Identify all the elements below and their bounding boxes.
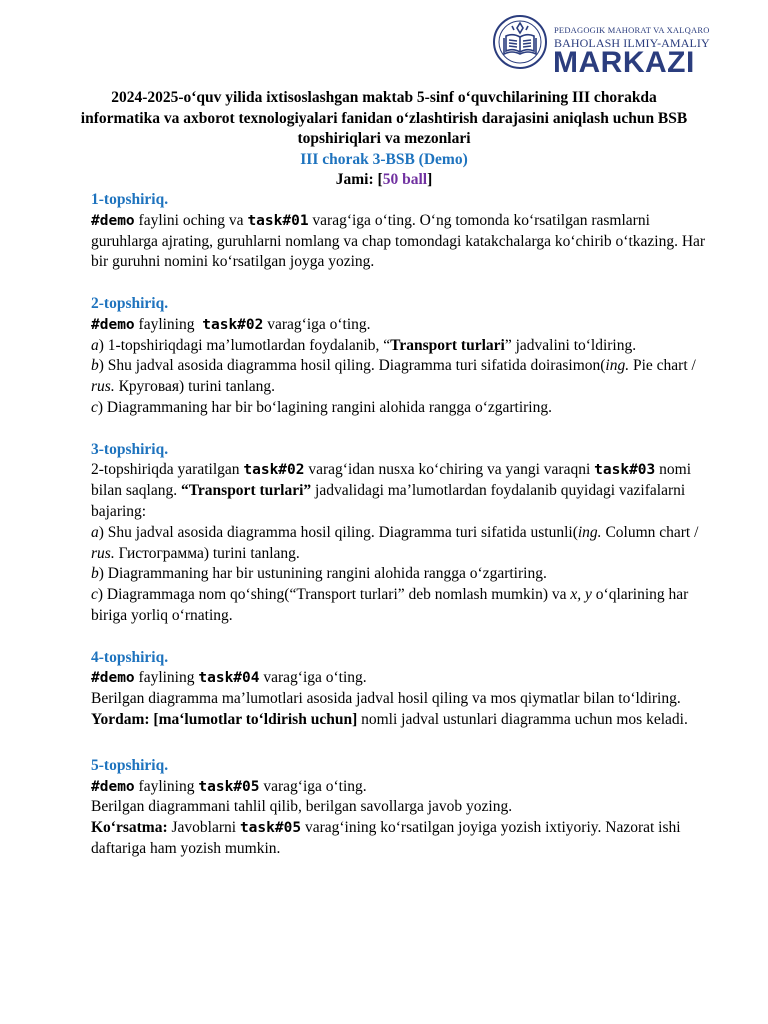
italic-text: ing. <box>577 523 602 541</box>
subtask-a <box>91 523 711 565</box>
subtask-letter: b <box>91 565 99 583</box>
bold-text: Yordam: [ma‘lumotlar to‘ldirish uchun] <box>91 710 358 728</box>
text-run: ) Diagrammaga nom qo‘shing(“Transport turlari” deb nomlash mumkin) va <box>97 586 571 604</box>
bold-text: Transport turlari <box>390 336 505 354</box>
task-text <box>91 668 711 689</box>
total-score <box>80 170 688 191</box>
text-run: o‘qlarining har biriga yorliq o‘rnating. <box>91 586 689 624</box>
text-run: varag‘idan nusxa ko‘chiring va yangi varaqni <box>304 461 595 479</box>
subtask-letter: a <box>91 336 99 354</box>
task-text <box>91 211 711 273</box>
task-heading: 2-topshiriq. <box>91 294 169 312</box>
document-subtitle: III chorak 3-BSB (Demo) <box>300 150 468 168</box>
text-run: Pie chart / <box>629 357 696 375</box>
file-name-code: #demo <box>91 778 135 795</box>
sheet-name-code: task#04 <box>198 670 260 687</box>
document-title: 2024-2025-o‘quv yilida ixtisoslashgan maktab 5-sinf o‘quvchilarining III chorakda informatika va axborot texnologiyalari fanidan o‘zlashtirish darajasini aniqlash uchun BSB topshiriqlari va mezonlari <box>80 89 688 147</box>
text-run: faylining <box>134 669 199 687</box>
organization-logo <box>492 14 716 79</box>
text-run: faylining <box>134 315 203 333</box>
subtask-b <box>91 564 711 585</box>
text-run: ” jadvalini to‘ldiring. <box>504 336 637 354</box>
sheet-name-code: task#03 <box>594 462 656 479</box>
total-score-value: 50 ball <box>382 171 428 188</box>
book-emblem-icon <box>492 14 548 70</box>
text-run: varag‘iga o‘ting. <box>263 315 371 333</box>
text-run: ) Diagrammaning har bir bo‘lagining rangini alohida rangga o‘zgartiring. <box>97 398 552 416</box>
task-instruction: Berilgan diagramma ma’lumotlari asosida jadval hosil qiling va mos qiymatlar bilan to‘ldiring. <box>91 690 681 708</box>
logo-text-line3: MARKAZI <box>553 46 695 79</box>
task-text <box>91 777 711 798</box>
text-run: varag‘iga o‘ting. <box>259 777 367 795</box>
file-name-code: #demo <box>91 316 135 333</box>
task-heading: 5-topshiriq. <box>91 756 169 774</box>
sheet-name-code: task#01 <box>247 212 309 229</box>
task-1 <box>91 190 711 273</box>
text-run: Гистограмма) turini tanlang. <box>114 544 300 562</box>
text-run: varag‘ining ko‘rsatilgan joyiga yozish ixtiyoriy. Nazorat ishi daftariga ham yozish mumkin. <box>91 819 681 857</box>
text-run: ) Shu jadval asosida diagramma hosil qiling. Diagramma turi sifatida doirasimon( <box>98 357 606 375</box>
task-list <box>91 190 711 881</box>
sheet-name-code: task#02 <box>202 316 264 333</box>
italic-text: rus. <box>91 544 115 562</box>
bold-text: “Transport turlari” <box>180 482 312 500</box>
text-run: 2-topshiriqda yaratilgan <box>91 461 244 479</box>
subtask-c <box>91 585 711 627</box>
bold-text: Ko‘rsatma: <box>91 819 168 837</box>
italic-text: ing. <box>605 357 630 375</box>
text-run: ) 1-topshiriqdagi ma’lumotlardan foydalanib, “ <box>98 336 391 354</box>
task-heading: 4-topshiriq. <box>91 648 169 666</box>
text-run: varag‘iga o‘ting. O‘ng tomonda ko‘rsatilgan rasmlarni guruhlarga ajrating, guruhlarni nomlang va chap tomondagi katakchalarga ko‘chirib o‘tkazing. Har bir guruhni nomini ko‘rsatilgan joyga yozing. <box>91 211 706 271</box>
text-run: varag‘iga o‘ting. <box>259 669 367 687</box>
subtask-letter: c <box>91 398 98 416</box>
total-bracket-open: [ <box>377 171 383 188</box>
text-run: nomli jadval ustunlari diagramma uchun mos keladi. <box>357 710 688 728</box>
total-bracket-close: ] <box>427 171 433 188</box>
total-label: Jami: <box>335 171 374 188</box>
text-run: ) Diagrammaning har bir ustunining rangini alohida rangga o‘zgartiring. <box>98 565 547 583</box>
text-run: ) Shu jadval asosida diagramma hosil qiling. Diagramma turi sifatida ustunli( <box>98 523 578 541</box>
italic-text: rus. <box>91 378 115 396</box>
text-run: nomi bilan saqlang. <box>91 461 692 500</box>
task-text <box>91 315 711 336</box>
text-run: faylining <box>134 777 199 795</box>
logo-text-line2: BAHOLASH ILMIY-AMALIY <box>554 36 710 50</box>
document-header <box>80 88 688 191</box>
task-heading: 1-topshiriq. <box>91 191 169 208</box>
file-name-code: #demo <box>91 212 135 229</box>
sheet-name-code: task#05 <box>239 820 302 837</box>
text-run: Javoblarni <box>167 819 240 837</box>
subtask-letter: c <box>91 586 98 604</box>
subtask-letter: a <box>91 523 99 541</box>
task-hint <box>91 710 711 731</box>
task-note <box>91 818 711 860</box>
task-3 <box>91 440 711 627</box>
subtask-a <box>91 336 711 357</box>
task-5 <box>91 756 711 860</box>
task-4 <box>91 648 711 731</box>
sheet-name-code: task#05 <box>198 778 260 795</box>
text-run: Круговая) turini tanlang. <box>114 378 276 396</box>
text-run: faylini oching va <box>134 211 248 229</box>
task-text <box>91 460 711 522</box>
file-name-code: #demo <box>91 670 135 687</box>
logo-text-line1: PEDAGOGIK MAHORAT VA XALQARO <box>554 25 710 35</box>
task-heading: 3-topshiriq. <box>91 440 169 458</box>
subtask-c <box>91 398 711 419</box>
sheet-name-code: task#02 <box>243 462 305 479</box>
italic-text: x, y <box>570 586 592 604</box>
subtask-b <box>91 356 711 398</box>
subtask-letter: b <box>91 357 99 375</box>
task-instruction: Berilgan diagrammani tahlil qilib, berilgan savollarga javob yozing. <box>91 798 513 816</box>
task-2 <box>91 294 711 419</box>
text-run: Column chart / <box>601 523 699 541</box>
text-run: jadvalidagi ma’lumotlardan foydalanib quyidagi vazifalarni bajaring: <box>91 482 686 520</box>
